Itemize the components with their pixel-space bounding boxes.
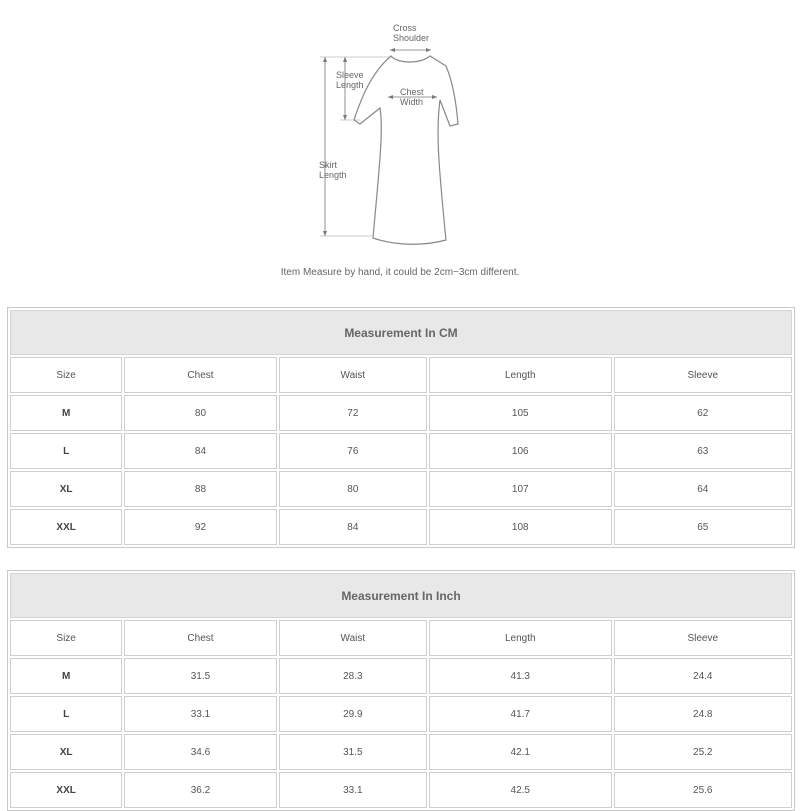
length-cell: 41.7 <box>429 696 611 732</box>
sleeve-length-label: Sleeve Length <box>336 70 364 90</box>
size-cell: XL <box>10 734 122 770</box>
size-table-cm <box>7 307 795 548</box>
waist-cell: 84 <box>279 509 427 545</box>
column-header: Length <box>429 357 611 393</box>
table-row <box>10 395 792 431</box>
table-row <box>10 433 792 469</box>
dress-measurement-diagram <box>0 0 800 300</box>
waist-cell: 29.9 <box>279 696 427 732</box>
table-title: Measurement In CM <box>10 310 792 355</box>
table-row <box>10 658 792 694</box>
table-title: Measurement In Inch <box>10 573 792 618</box>
table-header-row <box>10 620 792 656</box>
length-cell: 105 <box>429 395 611 431</box>
dress-outline <box>354 56 458 244</box>
sleeve-cell: 64 <box>614 471 793 507</box>
measurement-note: Item Measure by hand, it could be 2cm~3cm different. <box>280 267 520 278</box>
column-header: Sleeve <box>614 620 793 656</box>
length-cell: 42.1 <box>429 734 611 770</box>
chest-cell: 36.2 <box>124 772 276 808</box>
sleeve-cell: 25.2 <box>614 734 793 770</box>
column-header: Sleeve <box>614 357 793 393</box>
sleeve-cell: 25.6 <box>614 772 793 808</box>
sleeve-cell: 24.8 <box>614 696 793 732</box>
waist-cell: 76 <box>279 433 427 469</box>
size-table-inch <box>7 570 795 811</box>
cross-shoulder-label: Cross Shoulder <box>393 23 430 43</box>
chest-cell: 88 <box>124 471 276 507</box>
size-table <box>7 307 795 548</box>
chest-cell: 31.5 <box>124 658 276 694</box>
chest-cell: 34.6 <box>124 734 276 770</box>
size-cell: XL <box>10 471 122 507</box>
table-row <box>10 471 792 507</box>
length-cell: 108 <box>429 509 611 545</box>
chest-cell: 92 <box>124 509 276 545</box>
skirt-length-label: Skirt Length <box>319 160 347 180</box>
table-row <box>10 734 792 770</box>
chest-width-label: Chest Width <box>400 87 424 107</box>
waist-cell: 28.3 <box>279 658 427 694</box>
column-header: Size <box>10 620 122 656</box>
size-cell: L <box>10 433 122 469</box>
dress-outline-illustration <box>0 0 800 300</box>
length-cell: 106 <box>429 433 611 469</box>
chest-cell: 84 <box>124 433 276 469</box>
size-cell: XXL <box>10 509 122 545</box>
column-header: Waist <box>279 357 427 393</box>
table-row <box>10 509 792 545</box>
table-row <box>10 772 792 808</box>
sleeve-cell: 63 <box>614 433 793 469</box>
column-header: Chest <box>124 620 276 656</box>
length-cell: 107 <box>429 471 611 507</box>
waist-cell: 72 <box>279 395 427 431</box>
sleeve-cell: 62 <box>614 395 793 431</box>
size-cell: M <box>10 395 122 431</box>
table-header-row <box>10 357 792 393</box>
size-table <box>7 570 795 811</box>
length-cell: 42.5 <box>429 772 611 808</box>
column-header: Waist <box>279 620 427 656</box>
sleeve-cell: 24.4 <box>614 658 793 694</box>
waist-cell: 33.1 <box>279 772 427 808</box>
chest-cell: 80 <box>124 395 276 431</box>
column-header: Chest <box>124 357 276 393</box>
size-cell: M <box>10 658 122 694</box>
length-cell: 41.3 <box>429 658 611 694</box>
chest-cell: 33.1 <box>124 696 276 732</box>
column-header: Size <box>10 357 122 393</box>
size-cell: L <box>10 696 122 732</box>
sleeve-cell: 65 <box>614 509 793 545</box>
table-row <box>10 696 792 732</box>
column-header: Length <box>429 620 611 656</box>
waist-cell: 80 <box>279 471 427 507</box>
size-cell: XXL <box>10 772 122 808</box>
waist-cell: 31.5 <box>279 734 427 770</box>
